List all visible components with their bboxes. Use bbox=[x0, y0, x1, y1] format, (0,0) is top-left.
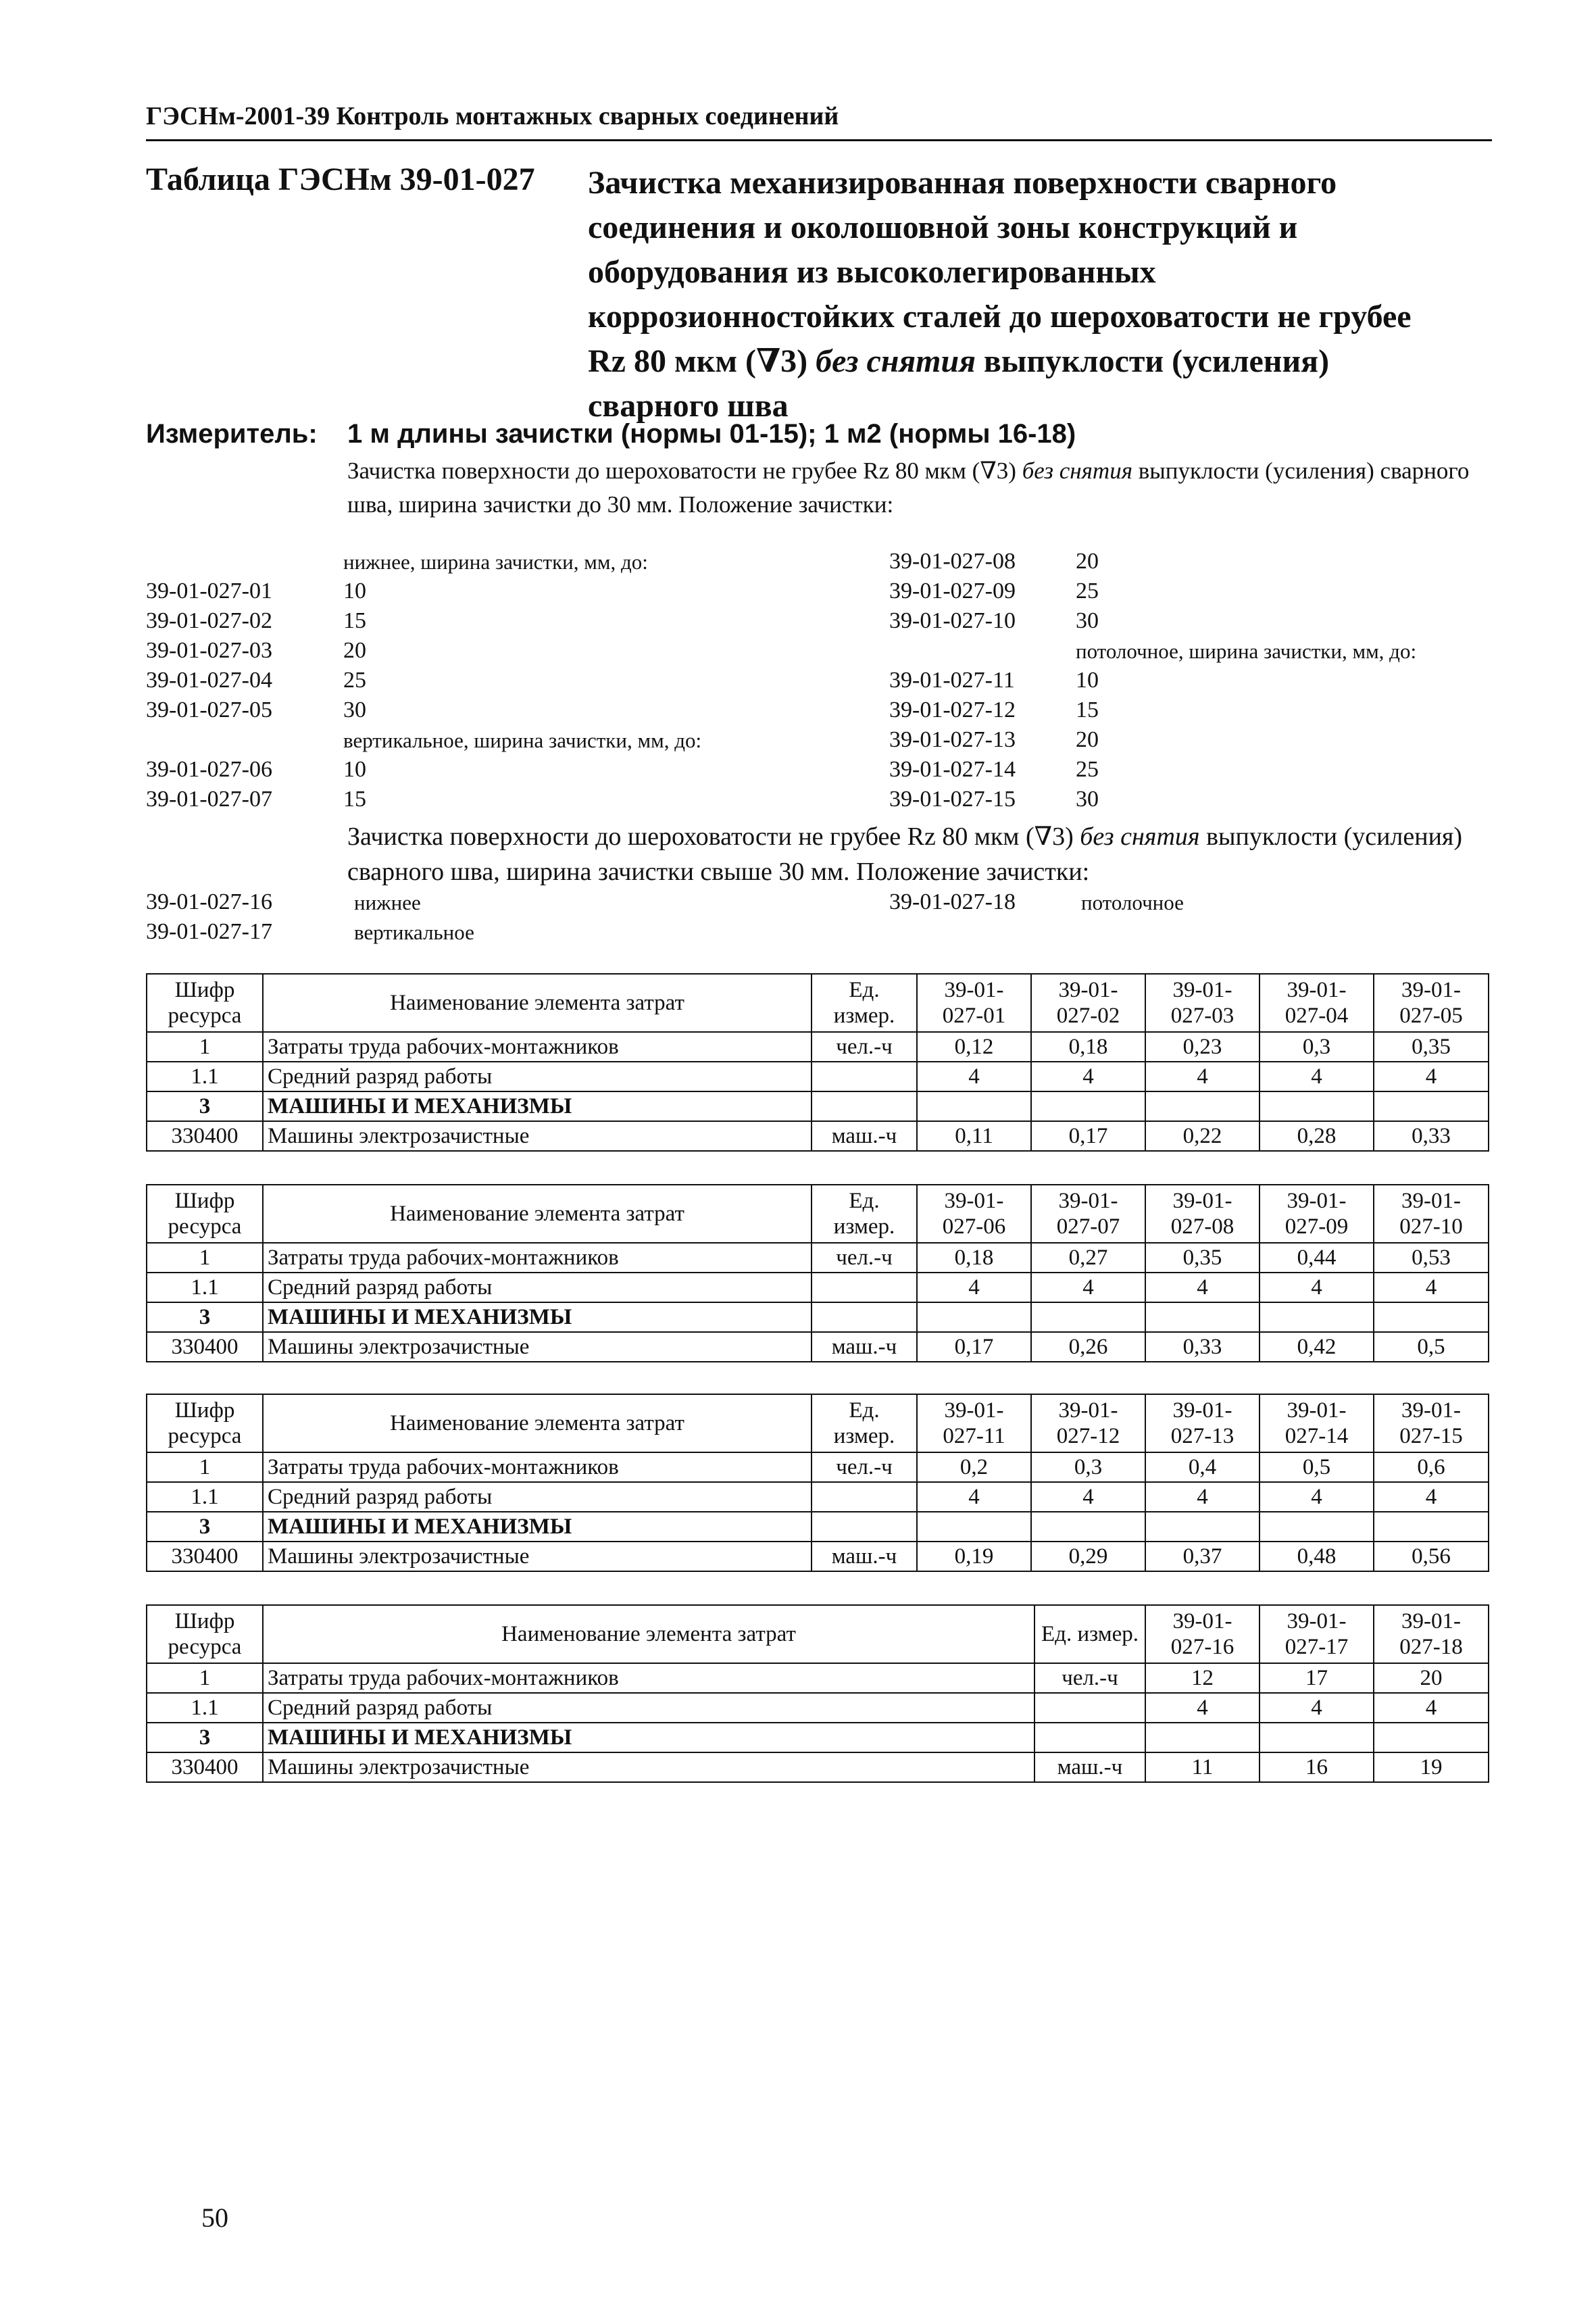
norm-code-line-1: 39-01- bbox=[1058, 1189, 1118, 1213]
row-name: МАШИНЫ И МЕХАНИЗМЫ bbox=[263, 1723, 1034, 1752]
row-value: 4 bbox=[1374, 1693, 1489, 1723]
norm-code-line-2: 027-01 bbox=[942, 1004, 1006, 1028]
row-value bbox=[1031, 1091, 1145, 1121]
row-value: 0,29 bbox=[1031, 1542, 1145, 1571]
head-norm-code bbox=[1374, 1394, 1489, 1452]
row-name: Машины электрозачистные bbox=[263, 1121, 812, 1151]
row-value: 16 bbox=[1260, 1752, 1374, 1782]
row-value: 0,33 bbox=[1145, 1332, 1260, 1362]
row-value: 0,42 bbox=[1260, 1332, 1374, 1362]
row-value: 4 bbox=[917, 1482, 1031, 1512]
table-row bbox=[147, 1091, 1489, 1121]
norm-code-line-2: 027-03 bbox=[1170, 1004, 1235, 1028]
head-norm-code bbox=[917, 974, 1031, 1032]
norm-code-line-1: 39-01- bbox=[1058, 978, 1118, 1002]
row-value: 0,26 bbox=[1031, 1332, 1145, 1362]
header-rule bbox=[146, 139, 1492, 141]
row-value: 4 bbox=[1260, 1693, 1374, 1723]
code-right: 39-01-027-10 bbox=[889, 608, 1016, 633]
text-right: 30 bbox=[1076, 608, 1099, 633]
row-value: 4 bbox=[1145, 1062, 1260, 1091]
text-right: 15 bbox=[1076, 697, 1099, 722]
text-wide: вертикальное bbox=[354, 920, 474, 944]
norm-code-line-1: 39-01- bbox=[1287, 978, 1347, 1002]
row-name: МАШИНЫ И МЕХАНИЗМЫ bbox=[263, 1091, 812, 1121]
head-norm-code bbox=[1031, 1394, 1145, 1452]
norm-code-line-1: 39-01- bbox=[1172, 1609, 1232, 1633]
row-value: 0,44 bbox=[1260, 1243, 1374, 1273]
row-value bbox=[1260, 1723, 1374, 1752]
row-value: 4 bbox=[917, 1062, 1031, 1091]
row-code: 1.1 bbox=[147, 1062, 263, 1091]
table-row bbox=[147, 1302, 1489, 1332]
head-unit: Ед. измер. bbox=[1034, 1605, 1145, 1663]
row-value bbox=[1145, 1723, 1260, 1752]
row-unit bbox=[1034, 1693, 1145, 1723]
row-value: 0,18 bbox=[1031, 1032, 1145, 1062]
norm-code-line-2: 027-16 bbox=[1170, 1635, 1235, 1659]
row-value bbox=[1374, 1302, 1489, 1332]
norm-code-line-1: 39-01- bbox=[1401, 978, 1461, 1002]
row-name: Затраты труда рабочих-монтажников bbox=[263, 1032, 812, 1062]
title-line-5c: выпуклости (усиления) bbox=[983, 343, 1330, 379]
desc1-c: выпуклости (усиления) сварного шва, ширина зачистки до 30 мм. Положение зачистки: bbox=[347, 458, 1470, 518]
code-left: 39-01-027-02 bbox=[146, 608, 272, 633]
description-2 bbox=[347, 819, 1496, 889]
table-row bbox=[147, 1032, 1489, 1062]
norm-code-line-1: 39-01- bbox=[944, 1189, 1004, 1213]
row-value: 0,5 bbox=[1374, 1332, 1489, 1362]
row-value: 4 bbox=[1031, 1482, 1145, 1512]
title-line-1: Зачистка механизированная поверхности сварного bbox=[588, 165, 1337, 201]
text-left: нижнее, ширина зачистки, мм, до: bbox=[343, 550, 648, 574]
row-name: Машины электрозачистные bbox=[263, 1752, 1034, 1782]
row-value: 0,35 bbox=[1145, 1243, 1260, 1273]
row-code: 1 bbox=[147, 1663, 263, 1693]
row-value bbox=[917, 1512, 1031, 1542]
title-line-6: сварного шва bbox=[588, 388, 789, 424]
row-code: 1 bbox=[147, 1452, 263, 1482]
row-value bbox=[917, 1302, 1031, 1332]
row-code: 330400 bbox=[147, 1332, 263, 1362]
head-norm-code bbox=[1145, 1394, 1260, 1452]
code-right: 39-01-027-09 bbox=[889, 578, 1016, 604]
row-value bbox=[1031, 1302, 1145, 1332]
title-line-5 bbox=[588, 339, 1412, 384]
desc1-b: без снятия bbox=[1022, 458, 1132, 484]
row-unit bbox=[812, 1273, 917, 1302]
row-value: 0,48 bbox=[1260, 1542, 1374, 1571]
title-line-5a: Rz 80 мкм (∇3) bbox=[588, 343, 808, 379]
row-name: Машины электрозачистные bbox=[263, 1332, 812, 1362]
text-left: 20 bbox=[343, 638, 366, 663]
row-code: 1 bbox=[147, 1032, 263, 1062]
row-unit bbox=[812, 1062, 917, 1091]
row-value bbox=[1145, 1091, 1260, 1121]
running-header: ГЭСНм-2001-39 Контроль монтажных сварных соединений bbox=[146, 102, 839, 130]
row-code: 1.1 bbox=[147, 1693, 263, 1723]
row-value: 4 bbox=[1374, 1482, 1489, 1512]
head-norm-code bbox=[1374, 1605, 1489, 1663]
code-wide: 39-01-027-16 bbox=[146, 889, 272, 914]
row-value: 0,19 bbox=[917, 1542, 1031, 1571]
norm-code-line-1: 39-01- bbox=[944, 978, 1004, 1002]
row-value: 0,6 bbox=[1374, 1452, 1489, 1482]
code-right: 39-01-027-08 bbox=[889, 549, 1016, 574]
row-value: 0,23 bbox=[1145, 1032, 1260, 1062]
head-code: Шифр ресурса bbox=[147, 1185, 263, 1243]
row-code: 3 bbox=[147, 1723, 263, 1752]
head-name: Наименование элемента затрат bbox=[263, 1394, 812, 1452]
text-right: 10 bbox=[1076, 668, 1099, 693]
title-line-2: соединения и околошовной зоны конструкций и bbox=[588, 210, 1298, 245]
norm-code-line-1: 39-01- bbox=[1401, 1189, 1461, 1213]
row-value: 0,3 bbox=[1031, 1452, 1145, 1482]
norm-code-line-2: 027-13 bbox=[1170, 1424, 1235, 1448]
row-value bbox=[1031, 1512, 1145, 1542]
row-value bbox=[917, 1091, 1031, 1121]
head-name: Наименование элемента затрат bbox=[263, 1605, 1034, 1663]
norm-code-line-2: 027-09 bbox=[1285, 1214, 1349, 1239]
row-value: 0,18 bbox=[917, 1243, 1031, 1273]
table-head-row bbox=[147, 1185, 1489, 1243]
head-unit: Ед. измер. bbox=[812, 1185, 917, 1243]
row-value: 0,35 bbox=[1374, 1032, 1489, 1062]
table-row bbox=[147, 1752, 1489, 1782]
table-row bbox=[147, 1512, 1489, 1542]
row-value: 19 bbox=[1374, 1752, 1489, 1782]
text-right: 25 bbox=[1076, 578, 1099, 604]
head-code: Шифр ресурса bbox=[147, 1605, 263, 1663]
text-right: 20 bbox=[1076, 549, 1099, 574]
row-code: 1.1 bbox=[147, 1482, 263, 1512]
row-value: 0,37 bbox=[1145, 1542, 1260, 1571]
row-value bbox=[1260, 1512, 1374, 1542]
row-code: 3 bbox=[147, 1302, 263, 1332]
row-value: 4 bbox=[1145, 1482, 1260, 1512]
row-value: 0,11 bbox=[917, 1121, 1031, 1151]
row-value: 4 bbox=[1260, 1062, 1374, 1091]
table-row bbox=[147, 1062, 1489, 1091]
row-code: 330400 bbox=[147, 1542, 263, 1571]
table-row bbox=[147, 1693, 1489, 1723]
norm-code-line-2: 027-04 bbox=[1285, 1004, 1349, 1028]
row-value: 4 bbox=[1145, 1693, 1260, 1723]
head-norm-code bbox=[1260, 1185, 1374, 1243]
text-left: 10 bbox=[343, 757, 366, 782]
resource-table bbox=[146, 1394, 1489, 1572]
row-value: 4 bbox=[1260, 1482, 1374, 1512]
norm-code-line-1: 39-01- bbox=[1287, 1609, 1347, 1633]
title-line-5b: без снятия bbox=[816, 343, 976, 379]
text-right: потолочное, ширина зачистки, мм, до: bbox=[1076, 639, 1417, 663]
code-left: 39-01-027-07 bbox=[146, 787, 272, 812]
code-left: 39-01-027-05 bbox=[146, 697, 272, 722]
desc2-c: выпуклости (усиления) сварного шва, ширина зачистки свыше 30 мм. Положение зачистки: bbox=[347, 822, 1463, 886]
head-norm-code bbox=[1031, 1185, 1145, 1243]
row-name: Средний разряд работы bbox=[263, 1062, 812, 1091]
row-value: 0,2 bbox=[917, 1452, 1031, 1482]
code-wide: 39-01-027-17 bbox=[146, 919, 272, 944]
row-unit bbox=[812, 1091, 917, 1121]
row-name: Средний разряд работы bbox=[263, 1273, 812, 1302]
table-head-row bbox=[147, 1394, 1489, 1452]
norm-code-line-2: 027-06 bbox=[942, 1214, 1006, 1239]
table-row bbox=[147, 1243, 1489, 1273]
table-row bbox=[147, 1273, 1489, 1302]
norm-code-line-2: 027-02 bbox=[1056, 1004, 1120, 1028]
table-head-row bbox=[147, 974, 1489, 1032]
head-unit: Ед. измер. bbox=[812, 974, 917, 1032]
row-unit: маш.-ч bbox=[812, 1542, 917, 1571]
row-value bbox=[1145, 1512, 1260, 1542]
norm-code-line-1: 39-01- bbox=[944, 1398, 1004, 1423]
row-value: 11 bbox=[1145, 1752, 1260, 1782]
row-value: 0,5 bbox=[1260, 1452, 1374, 1482]
row-unit: маш.-ч bbox=[1034, 1752, 1145, 1782]
row-unit: чел.-ч bbox=[812, 1032, 917, 1062]
row-value bbox=[1260, 1302, 1374, 1332]
row-unit bbox=[812, 1512, 917, 1542]
row-code: 3 bbox=[147, 1512, 263, 1542]
row-value: 0,27 bbox=[1031, 1243, 1145, 1273]
resource-table bbox=[146, 973, 1489, 1152]
table-row bbox=[147, 1723, 1489, 1752]
row-code: 1 bbox=[147, 1243, 263, 1273]
row-name: Средний разряд работы bbox=[263, 1693, 1034, 1723]
head-norm-code bbox=[1260, 1605, 1374, 1663]
table-label: Таблица ГЭСНм 39-01-027 bbox=[146, 162, 535, 197]
text-wide-2: потолочное bbox=[1081, 891, 1184, 914]
row-value bbox=[1374, 1091, 1489, 1121]
row-value: 4 bbox=[1374, 1273, 1489, 1302]
text-left: 10 bbox=[343, 578, 366, 604]
row-value bbox=[1374, 1512, 1489, 1542]
head-unit: Ед. измер. bbox=[812, 1394, 917, 1452]
norm-code-line-2: 027-17 bbox=[1285, 1635, 1349, 1659]
desc1-a: Зачистка поверхности до шероховатости не грубее Rz 80 мкм (∇3) bbox=[347, 458, 1016, 484]
row-name: Средний разряд работы bbox=[263, 1482, 812, 1512]
row-value: 4 bbox=[1031, 1273, 1145, 1302]
head-name: Наименование элемента затрат bbox=[263, 974, 812, 1032]
row-value: 4 bbox=[1374, 1062, 1489, 1091]
row-value: 4 bbox=[917, 1273, 1031, 1302]
row-name: МАШИНЫ И МЕХАНИЗМЫ bbox=[263, 1302, 812, 1332]
row-value: 0,3 bbox=[1260, 1032, 1374, 1062]
norm-code-line-1: 39-01- bbox=[1172, 1398, 1232, 1423]
row-value: 4 bbox=[1145, 1273, 1260, 1302]
table-title bbox=[588, 161, 1412, 428]
resource-table bbox=[146, 1184, 1489, 1362]
norm-code-line-1: 39-01- bbox=[1058, 1398, 1118, 1423]
table-row bbox=[147, 1482, 1489, 1512]
norm-code-line-2: 027-12 bbox=[1056, 1424, 1120, 1448]
row-name: Затраты труда рабочих-монтажников bbox=[263, 1452, 812, 1482]
row-value bbox=[1260, 1091, 1374, 1121]
row-value: 0,17 bbox=[1031, 1121, 1145, 1151]
norm-code-line-1: 39-01- bbox=[1172, 1189, 1232, 1213]
row-unit: чел.-ч bbox=[812, 1243, 917, 1273]
code-right: 39-01-027-12 bbox=[889, 697, 1016, 722]
norm-code-line-2: 027-08 bbox=[1170, 1214, 1235, 1239]
code-right: 39-01-027-15 bbox=[889, 787, 1016, 812]
text-left: 15 bbox=[343, 787, 366, 812]
row-code: 330400 bbox=[147, 1121, 263, 1151]
text-right: 25 bbox=[1076, 757, 1099, 782]
norm-code-line-1: 39-01- bbox=[1172, 978, 1232, 1002]
row-code: 330400 bbox=[147, 1752, 263, 1782]
norm-code-line-2: 027-14 bbox=[1285, 1424, 1349, 1448]
row-value: 0,53 bbox=[1374, 1243, 1489, 1273]
text-left: 30 bbox=[343, 697, 366, 722]
code-right: 39-01-027-13 bbox=[889, 727, 1016, 752]
head-norm-code bbox=[1145, 1605, 1260, 1663]
norm-code-line-2: 027-18 bbox=[1399, 1635, 1463, 1659]
head-norm-code bbox=[917, 1394, 1031, 1452]
head-norm-code bbox=[917, 1185, 1031, 1243]
norm-code-line-2: 027-05 bbox=[1399, 1004, 1463, 1028]
norm-code-line-2: 027-15 bbox=[1399, 1424, 1463, 1448]
meter-value: 1 м длины зачистки (нормы 01-15); 1 м2 (нормы 16-18) bbox=[347, 419, 1076, 449]
row-unit: чел.-ч bbox=[1034, 1663, 1145, 1693]
norm-code-line-2: 027-10 bbox=[1399, 1214, 1463, 1239]
row-value: 4 bbox=[1031, 1062, 1145, 1091]
resource-table bbox=[146, 1604, 1489, 1783]
code-right: 39-01-027-14 bbox=[889, 757, 1016, 782]
text-left: 15 bbox=[343, 608, 366, 633]
row-value: 0,22 bbox=[1145, 1121, 1260, 1151]
head-name: Наименование элемента затрат bbox=[263, 1185, 812, 1243]
title-line-3: оборудования из высоколегированных bbox=[588, 254, 1156, 290]
head-code: Шифр ресурса bbox=[147, 1394, 263, 1452]
head-norm-code bbox=[1145, 974, 1260, 1032]
code-left: 39-01-027-03 bbox=[146, 638, 272, 663]
norm-code-line-1: 39-01- bbox=[1287, 1189, 1347, 1213]
table-row bbox=[147, 1332, 1489, 1362]
norm-code-line-2: 027-07 bbox=[1056, 1214, 1120, 1239]
row-value: 4 bbox=[1260, 1273, 1374, 1302]
page-number: 50 bbox=[201, 2202, 228, 2233]
row-unit: чел.-ч bbox=[812, 1452, 917, 1482]
text-wide: нижнее bbox=[354, 891, 421, 914]
desc2-b: без снятия bbox=[1080, 822, 1200, 851]
row-unit bbox=[812, 1482, 917, 1512]
code-left: 39-01-027-06 bbox=[146, 757, 272, 782]
row-value: 0,12 bbox=[917, 1032, 1031, 1062]
row-unit: маш.-ч bbox=[812, 1332, 917, 1362]
title-line-4: коррозионностойких сталей до шероховатости не грубее bbox=[588, 299, 1412, 335]
table-row bbox=[147, 1452, 1489, 1482]
head-norm-code bbox=[1260, 974, 1374, 1032]
row-name: МАШИНЫ И МЕХАНИЗМЫ bbox=[263, 1512, 812, 1542]
text-right: 30 bbox=[1076, 787, 1099, 812]
row-name: Затраты труда рабочих-монтажников bbox=[263, 1243, 812, 1273]
text-right: 20 bbox=[1076, 727, 1099, 752]
row-value bbox=[1374, 1723, 1489, 1752]
row-name: Затраты труда рабочих-монтажников bbox=[263, 1663, 1034, 1693]
code-left: 39-01-027-04 bbox=[146, 668, 272, 693]
norm-code-line-1: 39-01- bbox=[1287, 1398, 1347, 1423]
row-value: 0,56 bbox=[1374, 1542, 1489, 1571]
description-1 bbox=[347, 454, 1496, 522]
head-norm-code bbox=[1145, 1185, 1260, 1243]
row-unit bbox=[812, 1302, 917, 1332]
text-left: 25 bbox=[343, 668, 366, 693]
table-head-row bbox=[147, 1605, 1489, 1663]
row-value: 0,28 bbox=[1260, 1121, 1374, 1151]
row-value: 0,4 bbox=[1145, 1452, 1260, 1482]
row-value: 12 bbox=[1145, 1663, 1260, 1693]
head-norm-code bbox=[1031, 974, 1145, 1032]
code-right: 39-01-027-11 bbox=[889, 668, 1015, 693]
table-row bbox=[147, 1121, 1489, 1151]
row-value: 0,17 bbox=[917, 1332, 1031, 1362]
meter-label: Измеритель: bbox=[146, 419, 318, 449]
row-value: 20 bbox=[1374, 1663, 1489, 1693]
norm-code-line-1: 39-01- bbox=[1401, 1398, 1461, 1423]
head-norm-code bbox=[1374, 1185, 1489, 1243]
row-code: 3 bbox=[147, 1091, 263, 1121]
row-unit bbox=[1034, 1723, 1145, 1752]
row-name: Машины электрозачистные bbox=[263, 1542, 812, 1571]
row-value: 17 bbox=[1260, 1663, 1374, 1693]
text-left: вертикальное, ширина зачистки, мм, до: bbox=[343, 729, 702, 752]
row-value: 0,33 bbox=[1374, 1121, 1489, 1151]
table-row bbox=[147, 1663, 1489, 1693]
table-row bbox=[147, 1542, 1489, 1571]
head-norm-code bbox=[1374, 974, 1489, 1032]
row-value bbox=[1145, 1302, 1260, 1332]
code-left: 39-01-027-01 bbox=[146, 578, 272, 604]
desc2-a: Зачистка поверхности до шероховатости не грубее Rz 80 мкм (∇3) bbox=[347, 822, 1074, 851]
code-wide-2: 39-01-027-18 bbox=[889, 889, 1016, 914]
head-code: Шифр ресурса bbox=[147, 974, 263, 1032]
norm-code-line-2: 027-11 bbox=[943, 1424, 1005, 1448]
row-code: 1.1 bbox=[147, 1273, 263, 1302]
norm-code-line-1: 39-01- bbox=[1401, 1609, 1461, 1633]
row-unit: маш.-ч bbox=[812, 1121, 917, 1151]
head-norm-code bbox=[1260, 1394, 1374, 1452]
